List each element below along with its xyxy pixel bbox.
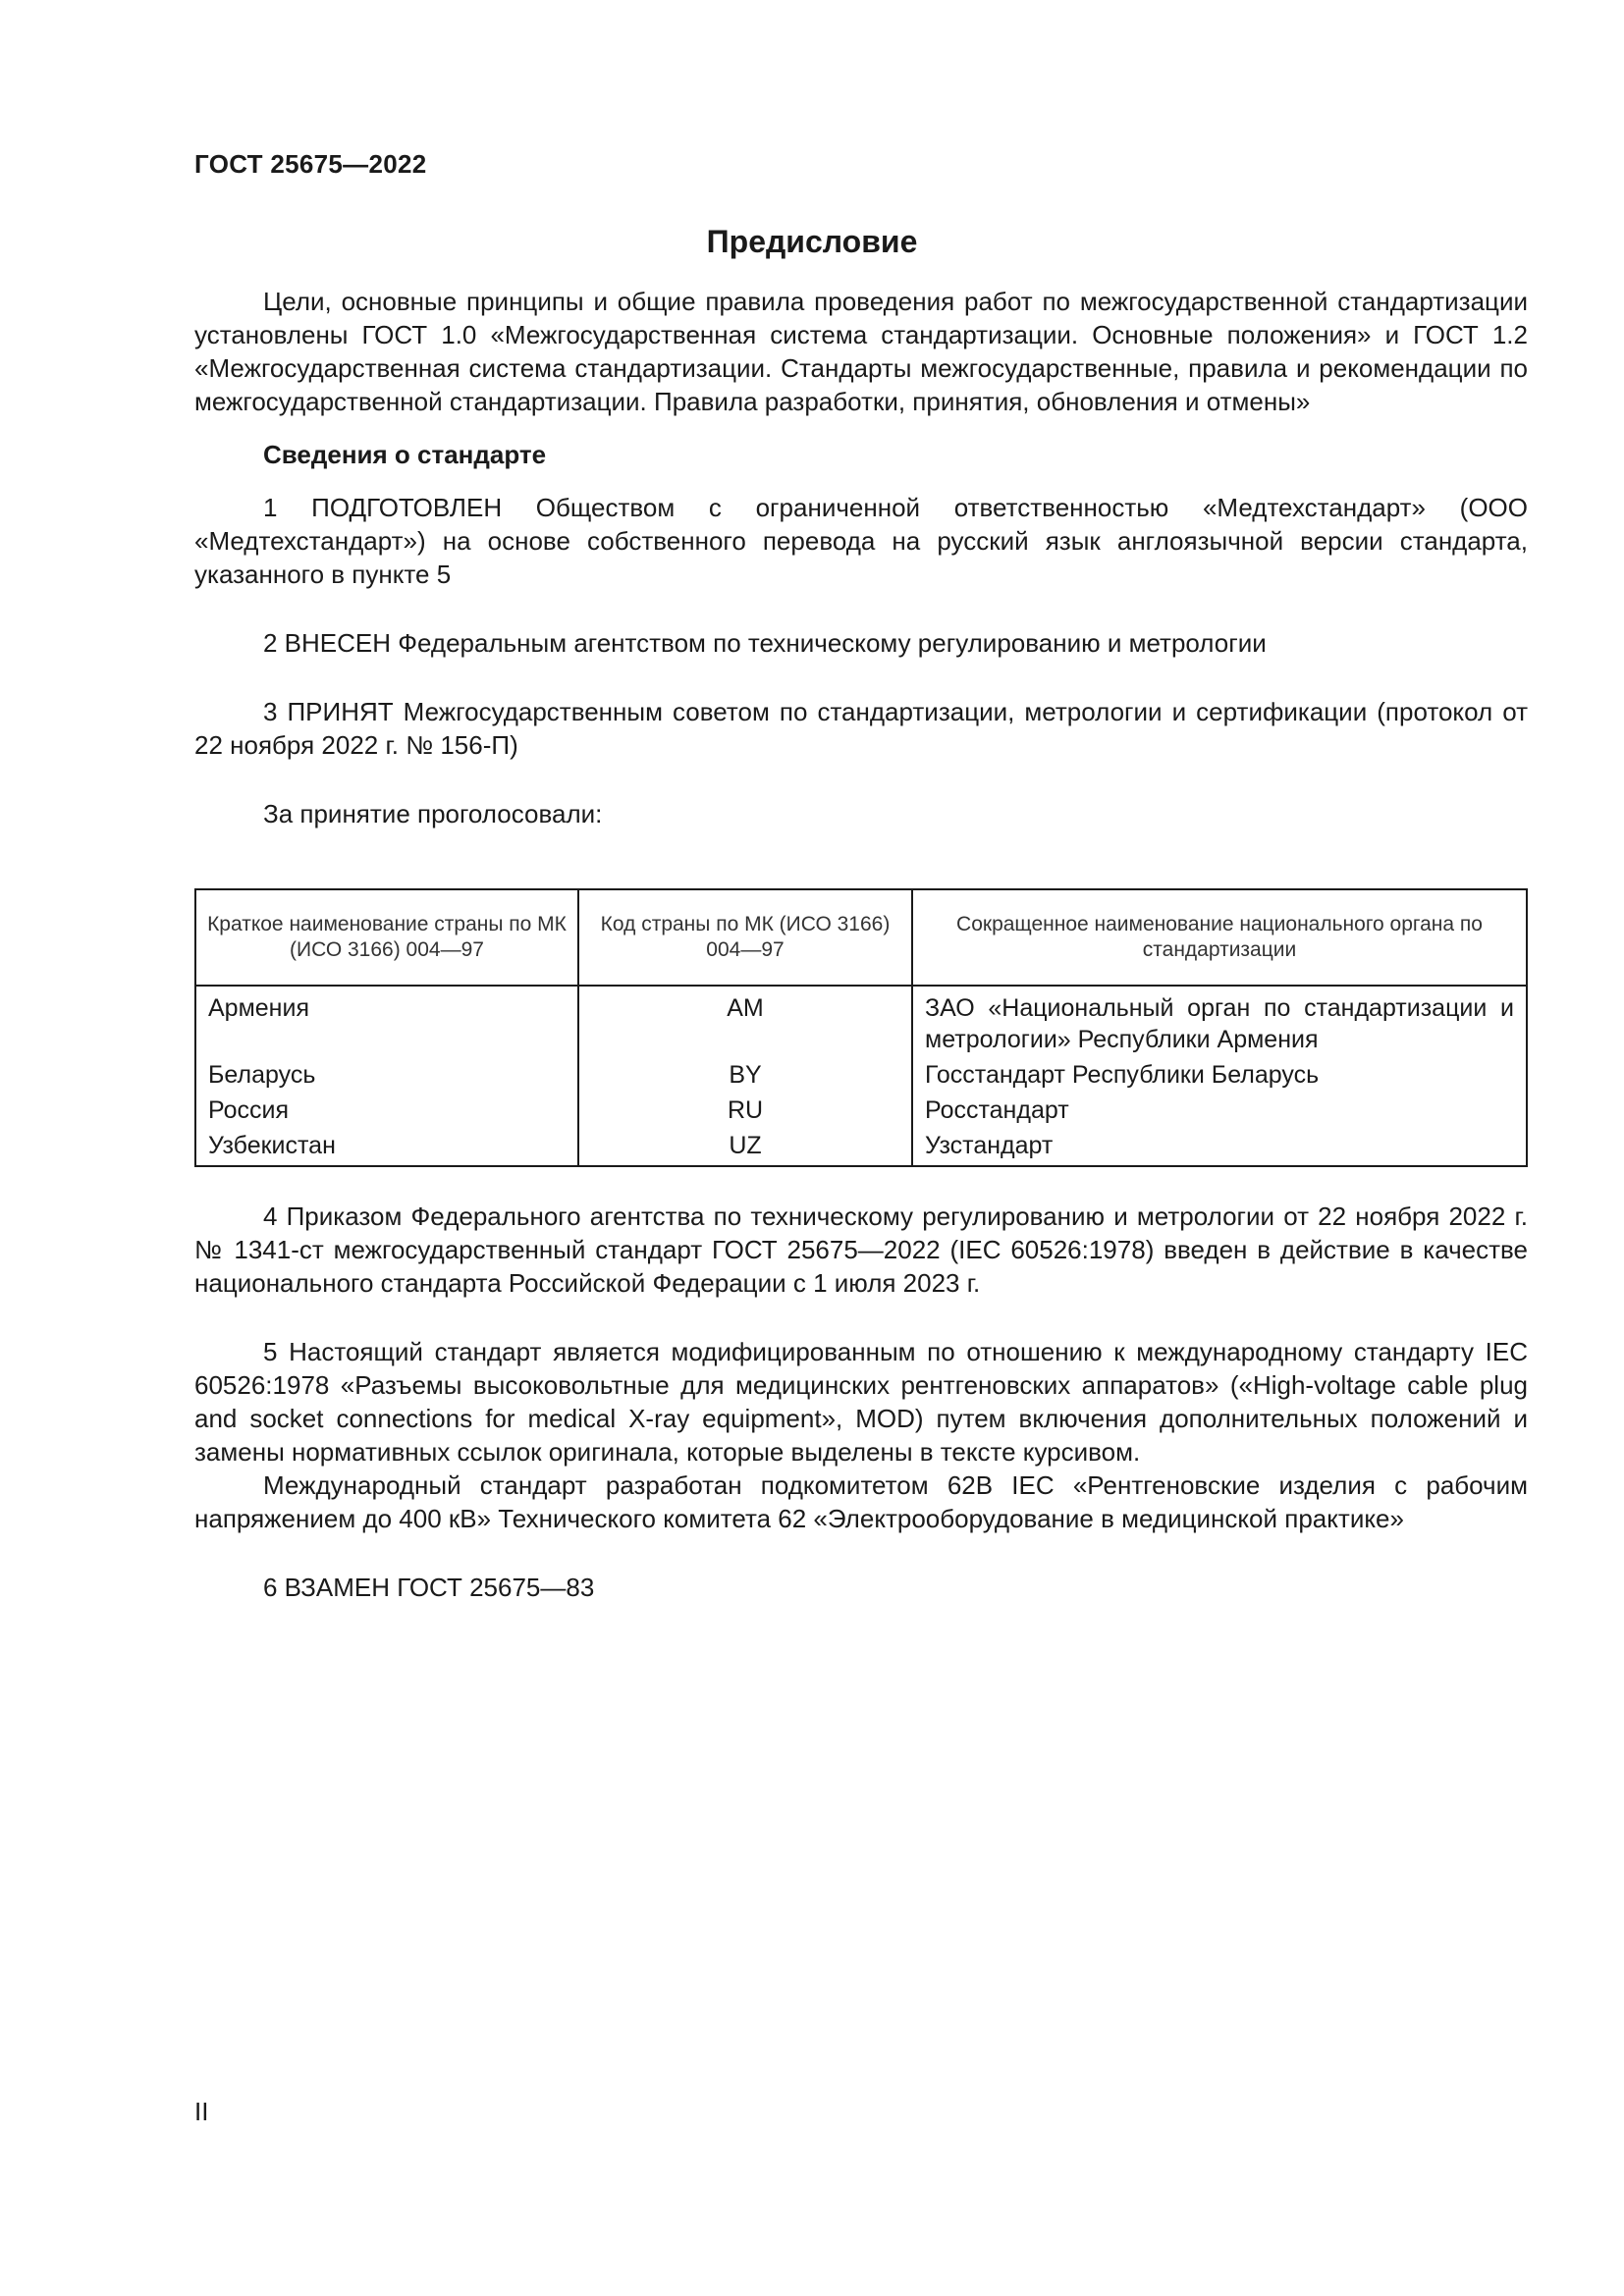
page-title: Предисловие (706, 224, 918, 259)
document-code-header: ГОСТ 25675—2022 (194, 149, 427, 179)
table-row (195, 1057, 1527, 1093)
cell-code: RU (578, 1093, 912, 1128)
cell-country: Россия (195, 1093, 578, 1128)
header-country-code: Код страны по МК (ИСО 3166) 004—97 (578, 889, 912, 986)
voting-table-container (194, 888, 1528, 1167)
cell-org: Госстандарт Республики Беларусь (912, 1057, 1527, 1093)
cell-code: BY (578, 1057, 912, 1093)
cell-code: UZ (578, 1128, 912, 1166)
cell-org: Узстандарт (912, 1128, 1527, 1166)
cell-country: Армения (195, 986, 578, 1057)
header-country-name: Краткое наименование страны по МК (ИСО 3166) 004—97 (195, 889, 578, 986)
item-6-paragraph: 6 ВЗАМЕН ГОСТ 25675—83 (263, 1573, 595, 1602)
table-row (195, 1093, 1527, 1128)
voting-table (194, 888, 1528, 1167)
subheading-standard-info: Сведения о стандарте (263, 440, 547, 469)
page-number: II (194, 2097, 209, 2126)
table-header-row (195, 889, 1527, 986)
cell-country: Узбекистан (195, 1128, 578, 1166)
vote-label: За принятие проголосовали: (263, 799, 603, 828)
preface-bottom-block (194, 1200, 1528, 1604)
item-4-paragraph: 4 Приказом Федерального агентства по техническому регулированию и метрологии от 22 ноября 2022 г. № 1341-ст межгосударственный стандарт ГОСТ 25675—2022 (IEC 60526:1978) введен в действие в качестве национального стандарта Российской Федерации с 1 июля 2023 г. (194, 1201, 1528, 1298)
table-row (195, 986, 1527, 1057)
item-1-paragraph: 1 ПОДГОТОВЛЕН Обществом с ограниченной ответственностью «Медтехстандарт» (ООО «Медтехстандарт») на основе собственного перевода на русский язык англоязычной версии стандарта, указанного в пункте 5 (194, 493, 1528, 589)
item-2-paragraph: 2 ВНЕСЕН Федеральным агентством по техническому регулированию и метрологии (263, 628, 1267, 658)
cell-code: AM (578, 986, 912, 1057)
header-national-body: Сокращенное наименование национального органа по стандартизации (912, 889, 1527, 986)
cell-org: ЗАО «Национальный орган по стандартизации и метрологии» Республики Армения (912, 986, 1527, 1057)
cell-country: Беларусь (195, 1057, 578, 1093)
table-row (195, 1128, 1527, 1166)
item-5-paragraph: 5 Настоящий стандарт является модифицированным по отношению к международному стандарту IEC 60526:1978 «Разъемы высоковольтные для медицинских рентгеновских аппаратов» («High-voltage cable plug and socket connections for medical X-ray equipment», MOD) путем включения дополнительных положений и замены нормативных ссылок оригинала, которые выделены в тексте курсивом. (194, 1337, 1528, 1467)
intro-paragraph: Цели, основные принципы и общие правила проведения работ по межгосударственной стандартизации установлены ГОСТ 1.0 «Межгосударственная система стандартизации. Основные положения» и ГОСТ 1.2 «Межгосударственная система стандартизации. Стандарты межгосударственные, правила и рекомендации по межгосударственной стандартизации. Правила разработки, принятия, обновления и отмены» (194, 287, 1528, 416)
preface-top-block (194, 285, 1528, 830)
item-5-note-paragraph: Международный стандарт разработан подкомитетом 62В IEC «Рентгеновские изделия с рабочим напряжением до 400 кВ» Технического комитета 62 «Электрооборудование в медицинской практике» (194, 1470, 1528, 1533)
cell-org: Росстандарт (912, 1093, 1527, 1128)
item-3-paragraph: 3 ПРИНЯТ Межгосударственным советом по стандартизации, метрологии и сертификации (протокол от 22 ноября 2022 г. № 156-П) (194, 697, 1528, 760)
